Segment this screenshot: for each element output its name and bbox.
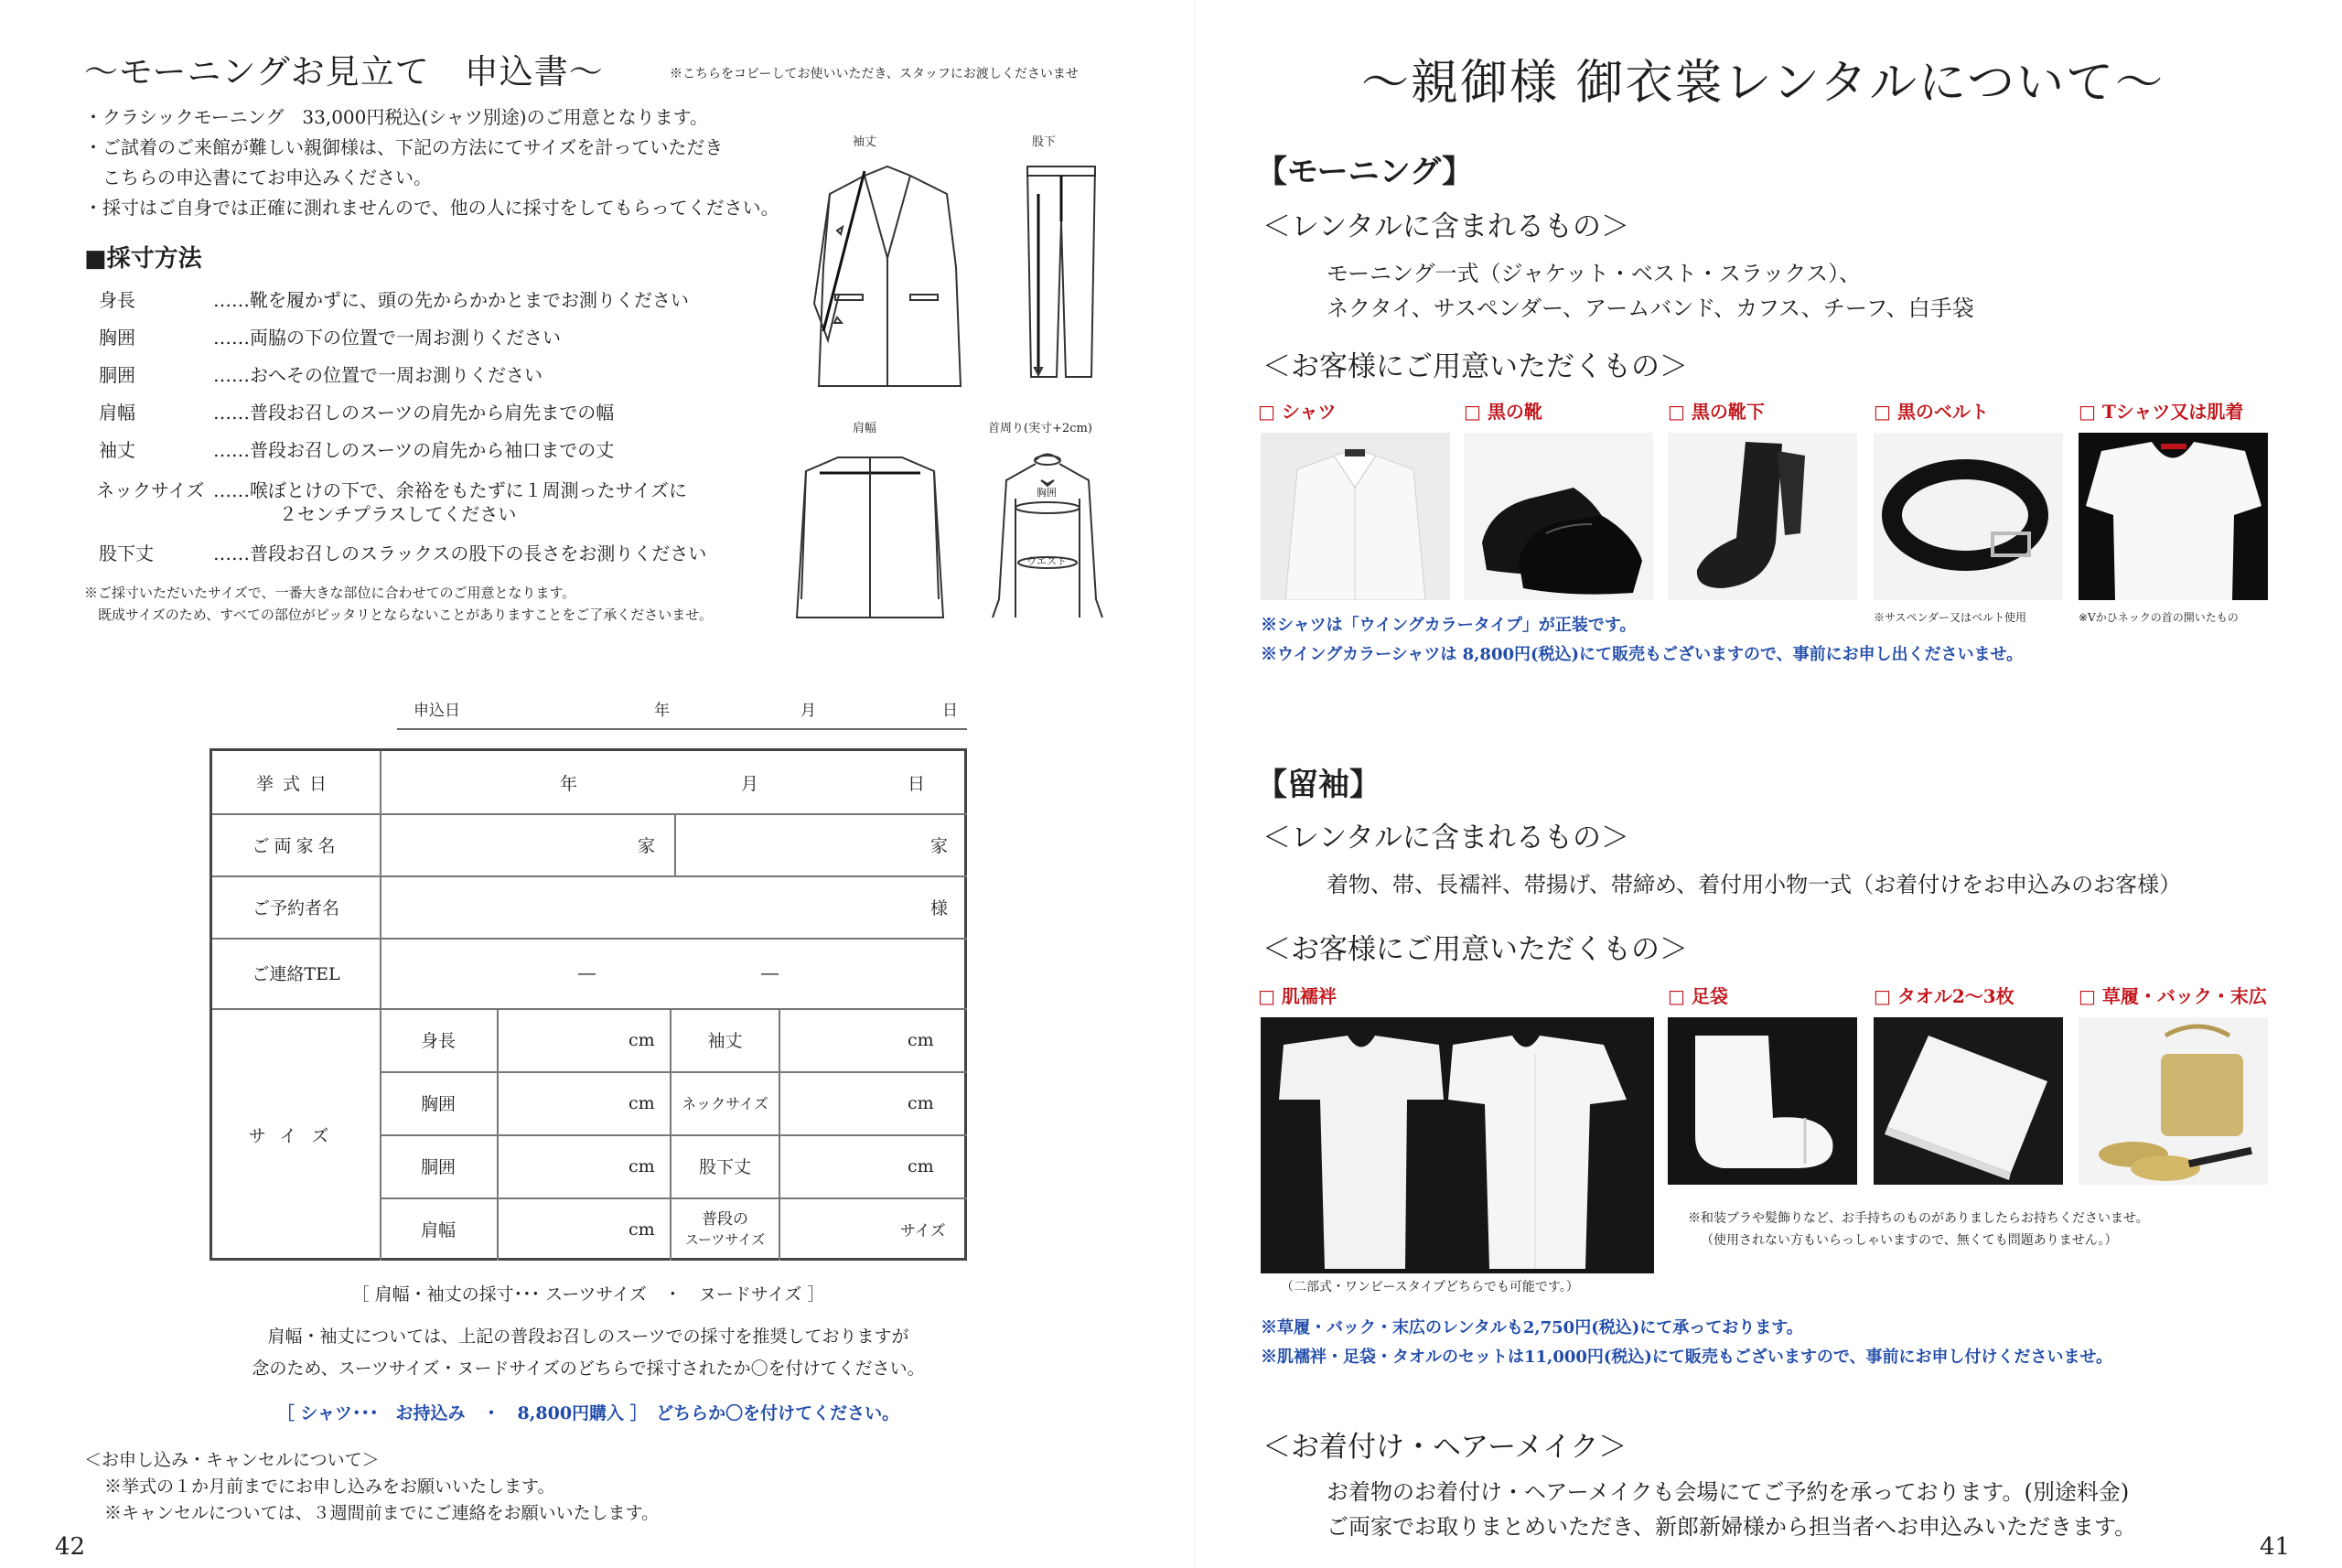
morning-notes: ※シャツは「ウイングカラータイプ」が正装です。 ※ウイングカラーシャツは 8,800円(税込)にて販売もございますので、事前にお申し出くださいませ。: [1261, 616, 2024, 664]
apply-date-label: 申込日: [414, 702, 460, 720]
copy-note: ※こちらをコピーしてお使いいただき、スタッフにお渡しくださいませ: [670, 67, 1079, 81]
measure-row-chest: 胸囲 ……両脇の下の位置で一周お測りください: [99, 327, 561, 349]
measure-row-neck: ネックサイズ ……喉ぼとけの下で、余裕をもたずに１周測ったサイズに ２センチプラスしてください: [96, 479, 687, 525]
item-tshirt: □ Tシャツ又は肌着: [2079, 401, 2244, 423]
measure-row-height: 身長 ……靴を履かずに、頭の先からかかとまでお測りください: [99, 289, 689, 311]
tshirt-photo: [2079, 433, 2268, 600]
form-label-booker: ご予約者名: [252, 897, 339, 918]
suit-size-unit: サイズ: [900, 1222, 946, 1240]
item-shirt: □ シャツ: [1258, 401, 1337, 423]
page-title-left: ～モーニングお見立て 申込書～: [84, 52, 604, 91]
page-divider: [1194, 0, 1195, 1568]
form-label-size: サイズ: [248, 1125, 344, 1146]
tabi-photo: [1668, 1017, 1857, 1185]
size-label-neck: ネックサイズ: [682, 1095, 768, 1112]
diagram-label-inseam: 股下: [1032, 135, 1057, 149]
shoulder-cm: cm: [628, 1219, 655, 1240]
hadajuban-caption: （二部式・ワンピースタイプどちらでも可能です。）: [1281, 1280, 1579, 1294]
apply-month: 月: [800, 702, 816, 720]
size-note: ※ご採寸いただいたサイズで、一番大きな部位に合わせてのご用意となります。 既成サイズのため、すべての部位がピッタリとならないことがありますことをご了承くださいませ。: [84, 585, 713, 623]
ceremony-month: 月: [741, 773, 759, 794]
apply-date-underline: [397, 728, 967, 730]
tomesode-bring-heading: ＜お客様にご用意いただくもの＞: [1262, 933, 1688, 966]
form-label-ceremony-date: 挙式日: [255, 773, 336, 794]
tomesode-heading: 【留袖】: [1256, 767, 1380, 803]
ceremony-day: 日: [908, 773, 926, 794]
tomesode-notes: ※草履・バック・末広のレンタルも2,750円(税込)にて承っております。 ※肌襦袢・足袋・タオルのセットは11,000円(税込)にて販売もございますので、事前にお申し付けくださいませ。: [1261, 1318, 2113, 1367]
diagram-label-chest: 胸囲: [1037, 487, 1057, 499]
measure-row-inseam: 股下丈 ……普段お召しのスラックスの股下の長さをお測りください: [99, 542, 707, 564]
family-ie-1: 家: [638, 835, 656, 856]
diagram-label-shoulder: 肩幅: [853, 422, 877, 435]
trousers-drawing: [1020, 157, 1102, 386]
body-measure-drawing: [979, 444, 1116, 627]
size-label-sleeve: 袖丈: [707, 1031, 743, 1051]
intro-text: ・クラシックモーニング 33,000円税込(シャツ別途)のご用意となります。 ・ご試着のご来館が難しい親御様は、下記の方法にてサイズを計っていただき こちらの申込書にてお申込みください。 ・採寸はご自身では正確に測れませんので、他の人に採寸をしてもらってください。: [84, 106, 779, 219]
chest-cm: cm: [628, 1092, 655, 1113]
page-title-right: ～親御様 御衣裳レンタルについて～: [1361, 56, 2165, 111]
size-label-chest: 胸囲: [420, 1094, 456, 1114]
size-label-suit-size: 普段の スーツサイズ: [684, 1209, 766, 1248]
size-label-height: 身長: [420, 1031, 456, 1051]
measure-row-waist: 胴囲 ……おへその位置で一周お測りください: [99, 364, 543, 386]
jacket-back-drawing: [792, 444, 948, 627]
method-text: 肩幅・袖丈については、上記の普段お召しのスーツでの採寸を推奨しておりますが 念のため、スーツサイズ・ヌードサイズのどちらで採寸されたか〇を付けてください。: [252, 1326, 925, 1379]
shirt-choice: ［ シャツ･･･ お持込み ・ 8,800円購入 ］ どちらか〇を付けてください。: [276, 1403, 900, 1423]
neck-note: ※Vかひネックの首の開いたもの: [2079, 611, 2239, 624]
cancel-section: ＜お申し込み・キャンセルについて＞ ※挙式の１か月前までにお申し込みをお願いいたします。 ※キャンセルについては、３週間前までにご連絡をお願いいたします。: [84, 1450, 660, 1523]
socks-photo: [1668, 433, 1857, 600]
diagram-label-sleeve: 袖丈: [853, 135, 877, 149]
measure-row-shoulder: 肩幅 ……普段お召しのスーツの肩先から肩先までの幅: [99, 402, 615, 424]
diagram-label-waist: ウエスト: [1026, 555, 1067, 567]
apply-day: 日: [942, 702, 958, 720]
shirt-photo: [1261, 433, 1450, 600]
jacket-front-drawing: [810, 157, 965, 404]
hair-text: お着物のお着付け・ヘアーメイクも会場にてご予約を承っております。(別途料金) ご両家でお取りまとめいただき、新郎新婦様から担当者へお申込みいただきます。: [1327, 1479, 2137, 1540]
item-hadajuban: □ 肌襦袢: [1258, 985, 1337, 1007]
application-form-table: [209, 748, 967, 1261]
neck-cm: cm: [908, 1092, 934, 1113]
page-number-left: 42: [55, 1533, 86, 1561]
ceremony-year: 年: [560, 773, 578, 794]
form-label-tel: ご連絡TEL: [252, 964, 340, 984]
item-towels: □ タオル2～3枚: [1874, 985, 2014, 1007]
tomesode-included-list: 着物、帯、長襦袢、帯揚げ、帯締め、着付用小物一式（お着付けをお申込みのお客様）: [1327, 872, 2182, 897]
form-label-family: ご両家名: [252, 835, 340, 856]
height-cm: cm: [628, 1029, 655, 1050]
method-heading: ■採寸方法: [84, 245, 202, 273]
page-number-right: 41: [2260, 1533, 2291, 1561]
item-tabi: □ 足袋: [1668, 985, 1728, 1007]
size-label-waist: 胴囲: [420, 1157, 456, 1177]
item-black-shoes: □ 黒の靴: [1464, 401, 1542, 423]
morning-bring-heading: ＜お客様にご用意いただくもの＞: [1262, 350, 1688, 383]
family-ie-2: 家: [930, 835, 949, 856]
belt-photo: [1874, 433, 2063, 600]
item-black-socks: □ 黒の靴下: [1668, 401, 1765, 423]
diagram-label-neck: 首周り(実寸+2cm): [988, 422, 1092, 435]
towels-photo: [1874, 1017, 2063, 1185]
shoes-photo: [1464, 433, 1653, 600]
tomesode-small-notes: ※和装ブラや髪飾りなど、お手持ちのものがありましたらお持ちくださいませ。 （使用されない方もいらっしゃいますので、無くても問題ありません。）: [1688, 1211, 2149, 1248]
item-zori-bag-fan: □ 草履・バック・末広: [2079, 985, 2267, 1007]
inseam-cm: cm: [908, 1155, 934, 1176]
tel-dash-1: ―: [578, 962, 596, 983]
tel-dash-2: ―: [761, 962, 779, 983]
booker-sama: 様: [930, 897, 949, 918]
tomesode-included-heading: ＜レンタルに含まれるもの＞: [1262, 822, 1629, 854]
morning-heading: 【モーニング】: [1256, 154, 1473, 190]
method-choice: ［ 肩幅・袖丈の採寸･･･ スーツサイズ ・ ヌードサイズ ］: [351, 1284, 825, 1305]
hair-heading: ＜お着付け・ヘアーメイク＞: [1262, 1431, 1628, 1464]
apply-year: 年: [654, 702, 670, 720]
size-label-inseam: 股下丈: [698, 1157, 751, 1177]
suspender-note: ※サスペンダー又はベルト使用: [1874, 611, 2027, 624]
morning-included-heading: ＜レンタルに含まれるもの＞: [1262, 210, 1629, 243]
measure-row-sleeve: 袖丈 ……普段お召しのスーツの肩先から袖口までの丈: [99, 439, 615, 461]
sleeve-cm: cm: [908, 1029, 934, 1050]
morning-included-list: モーニング一式（ジャケット・ベスト・スラックス）、 ネクタイ、サスペンダー、アームバンド、カフス、チーフ、白手袋: [1327, 261, 1974, 321]
waist-cm: cm: [628, 1155, 655, 1176]
item-black-belt: □ 黒のベルト: [1874, 401, 1989, 423]
size-label-shoulder: 肩幅: [420, 1220, 456, 1240]
zori-bag-photo: [2079, 1017, 2268, 1185]
hadajuban-photo: [1261, 1017, 1654, 1273]
